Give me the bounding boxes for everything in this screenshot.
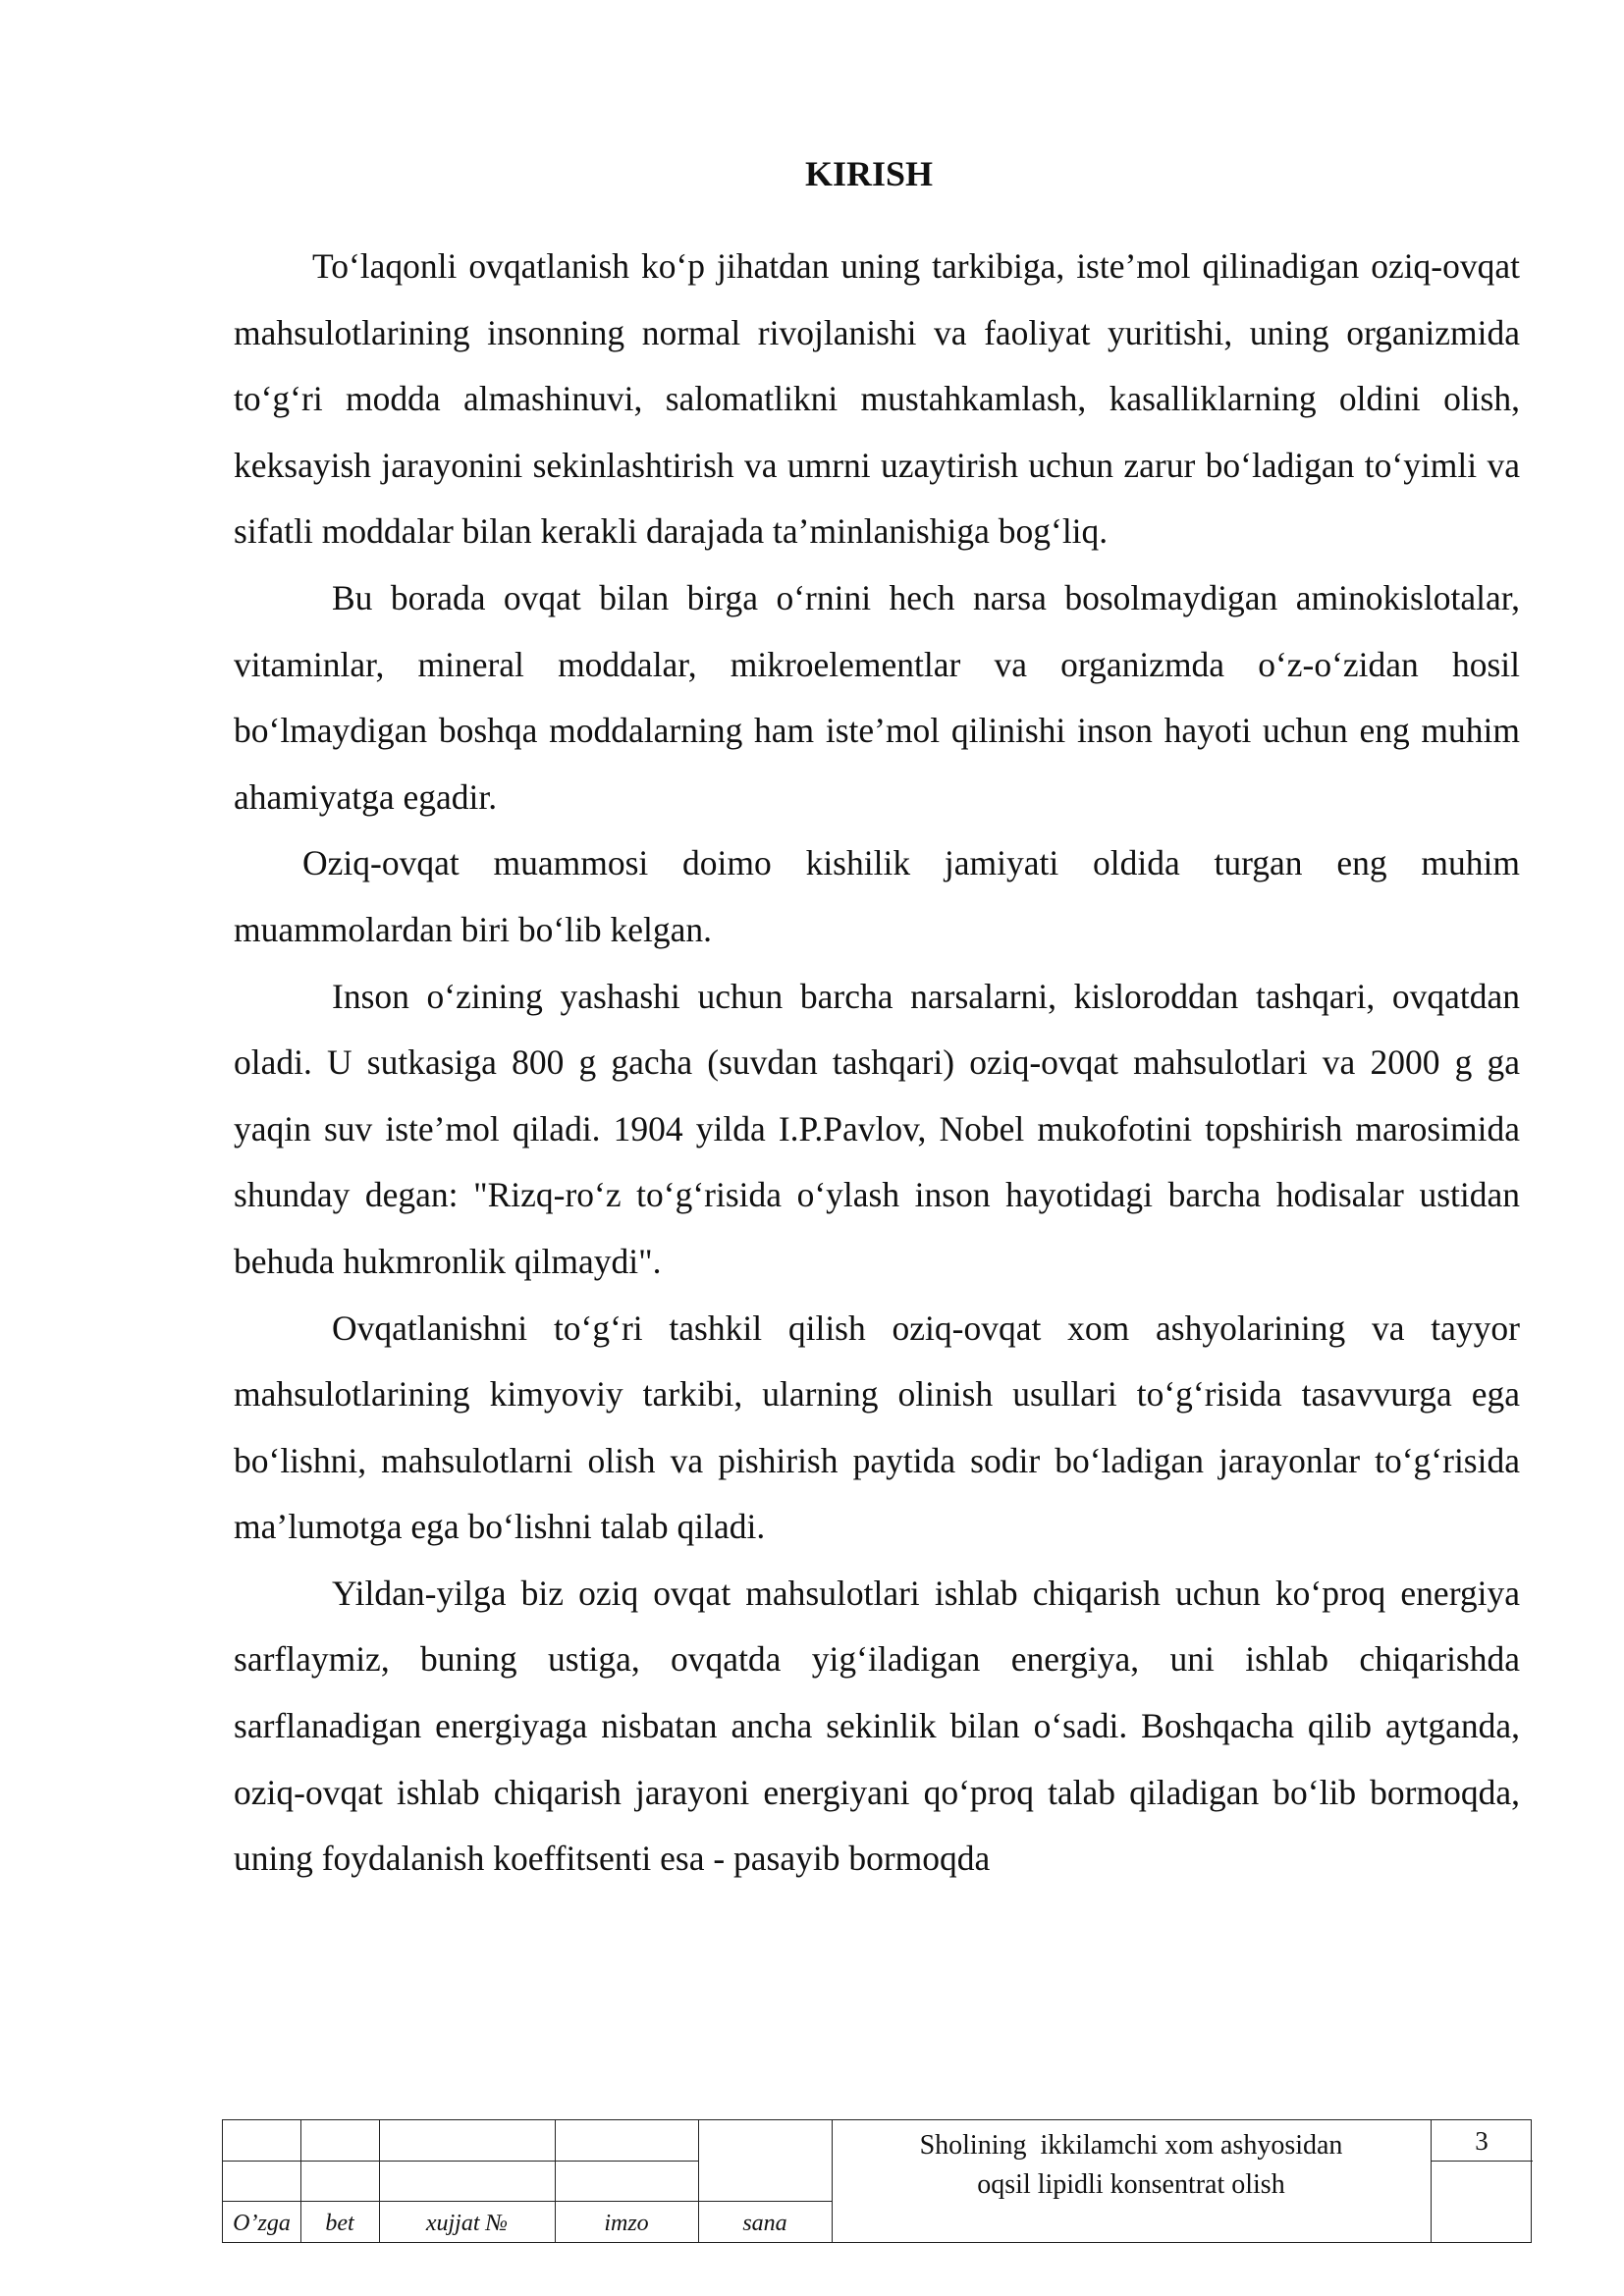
page-heading: KIRISH (804, 154, 934, 193)
label-xujjat: xujjat № (425, 2211, 509, 2236)
label-imzo: imzo (604, 2211, 649, 2236)
stamp-row-divider (1431, 2161, 1533, 2162)
stamp-title-line-1: Sholining ikkilamchi xom ashyosidan (919, 2130, 1343, 2161)
paragraph: Yildan-yilga biz oziq ovqat mahsulotlari ishlab chiqarish uchun ko‘proq energiya sarflaymiz, buning ustiga, ovqatda yig‘iladigan energiya, uni ishlab chiqarishda sarflanadigan energiyaga nisbatan ancha sekinlik bilan o‘sadi. Boshqacha qilib aytganda, oziq-ovqat ishlab chiqarish jarayoni energiyani qo‘proq talab qiladigan bo‘lib bormoqda, uning foydalanish koeffitsenti esa - pasayib bormoqda (234, 1573, 1520, 1879)
page-number: 3 (1475, 2126, 1489, 2156)
paragraph: Inson o‘zining yashashi uchun barcha narsalarni, kisloroddan tashqari, ovqatdan oladi. U sutkasiga 800 g gacha (suvdan tashqari) oziq-ovqat mahsulotlari va 2000 g ga yaqin suv iste’mol qiladi. 1904 yilda I.P.Pavlov, Nobel mukofotini topshirish marosimida shunday degan: "Rizq-ro‘z to‘g‘risida o‘ylash inson hayotidagi barcha hodisalar ustidan behuda hukmronlik qilmaydi". (234, 976, 1520, 1281)
stamp-row-divider (223, 2201, 832, 2202)
paragraph: To‘laqonli ovqatlanish ko‘p jihatdan uning tarkibiga, iste’mol qilinadigan oziq-ovqat mahsulotlarining insonning normal rivojlanishi va faoliyat yuritishi, uning organizmida to‘g‘ri modda almashinuvi, salomatlikni mustahkamlash, kasalliklarning oldini olish, keksayish jarayonini sekinlashtirish va umrni uzaytirish uchun zarur bo‘ladigan to‘yimli va sifatli moddalar bilan kerakli darajada ta’minlanishiga bog‘liq. (234, 246, 1520, 552)
stamp-row-divider (223, 2161, 698, 2162)
paragraph: Oziq-ovqat muammosi doimo kishilik jamiyati oldida turgan eng muhim muammolardan biri bo‘lib kelgan. (234, 843, 1520, 949)
label-bet: bet (325, 2211, 354, 2236)
label-sana: sana (742, 2211, 787, 2236)
stamp-title (832, 2126, 1431, 2205)
document-body (234, 234, 1520, 1893)
stamp-title-line-2: oqsil lipidli konsentrat olish (977, 2169, 1285, 2200)
paragraph: Bu borada ovqat bilan birga o‘rnini hech narsa bosolmaydigan aminokislotalar, vitaminlar, mineral moddalar, mikroelementlar va organizmda o‘z-o‘zidan hosil bo‘lmaydigan boshqa moddalarning ham iste’mol qilinishi inson hayoti uchun eng muhim ahamiyatga egadir. (234, 577, 1520, 817)
paragraph: Ovqatlanishni to‘g‘ri tashkil qilish oziq-ovqat xom ashyolarining va tayyor mahsulotlarining kimyoviy tarkibi, ularning olinish usullari to‘g‘risida tasavvurga ega bo‘lishni, mahsulotlarni olish va pishirish paytida sodir bo‘ladigan jarayonlar to‘g‘risida ma’lumotga ega bo‘lishni talab qiladi. (234, 1308, 1520, 1547)
label-ozga: O’zga (233, 2211, 291, 2236)
title-block-stamp (222, 2119, 1532, 2243)
